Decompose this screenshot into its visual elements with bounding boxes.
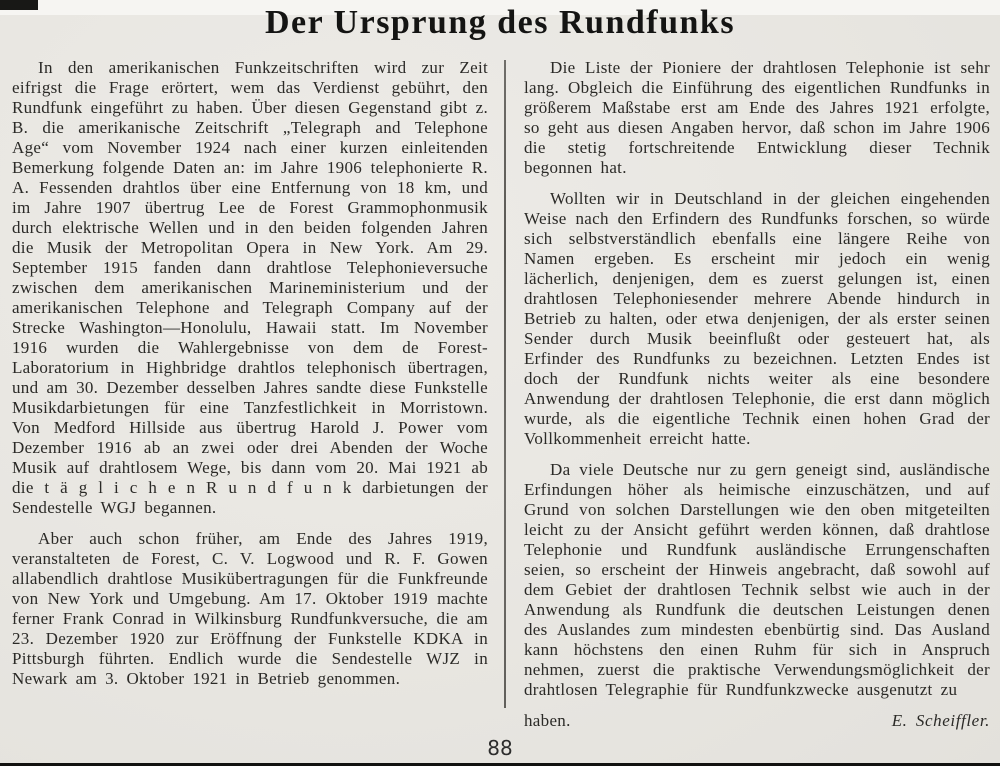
column-divider — [504, 60, 506, 708]
paragraph: Da viele Deutsche nur zu gern geneigt sind, ausländische Erfindungen höher als heimische einzuschätzen, und auf Grund von solchen Darstellungen wie den oben mitgeteilten leicht zu der Ansicht geführt werden können, daß drahtlose Telephonie und Rundfunk ausländische Errungenschaften seien, so erscheint der Hinweis angebracht, daß sowohl auf dem Gebiet der drahtlosen Technik selbst wie auch in der Anwendung als Rundfunk die deutschen Leistungen denen des Auslandes zum mindesten ebenbürtig sind. Das Ausland kann höchstens den einen Ruhm für sich in Anspruch nehmen, zuerst die praktische Verwendungsmöglichkeit der drahtlosen Telegraphie für Rundfunkzwecke ausgenutzt zu — [524, 460, 990, 699]
author-signature: E. Scheiffler. — [891, 711, 990, 730]
article-body — [12, 58, 990, 731]
right-column — [504, 58, 990, 731]
paragraph-last-word: haben. — [524, 711, 571, 730]
paragraph: Aber auch schon früher, am Ende des Jahres 1919, veranstalteten de Forest, C. V. Logwood und R. F. Gowen allabendlich drahtlose Musikübertragungen für die Funkfreunde von New York und Umgebung. Am 17. Oktober 1919 machte ferner Frank Conrad in Wilkinsburg Rundfunkversuche, die am 23. Dezember 1920 zur Eröffnung der Funkstelle KDKA in Pittsburgh führten. Endlich wurde die Sendestelle WJZ in Newark am 3. Oktober 1921 in Betrieb genommen. — [12, 529, 488, 688]
paragraph: In den amerikanischen Funkzeitschriften wird zur Zeit eifrigst die Frage erörtert, wem das Verdienst gebührt, den Rundfunk eingeführt zu haben. Über diesen Gegenstand gibt z. B. die amerikanische Zeitschrift „Telegraph and Telephone Age“ vom November 1924 nach einer kurzen einleitenden Bemerkung folgende Daten an: im Jahre 1906 telephonierte R. A. Fessenden drahtlos über eine Entfernung von 18 km, und im Jahre 1907 übertrug Lee de Forest Grammophonmusik durch elektrische Wellen und in den beiden folgenden Jahren die Musik der Metropolitan Opera in New York. Am 29. September 1915 fanden dann drahtlose Telephonieversuche zwischen dem amerikanischen Marineministerium und der amerikanischen Telephone and Telegraph Company auf der Strecke Washington—Honolulu, Hawaii statt. Im November 1916 wurden die Wahlergebnisse von dem de Forest-Laboratorium in Highbridge drahtlos telephonisch übertragen, und am 30. Dezember desselben Jahres sandte diese Funkstelle Musikdarbietungen für eine Tanzfestlichkeit in Morristown. Von Medford Hillside aus übertrug Harold J. Power vom Dezember 1916 ab an zwei oder drei Abenden der Woche Musik auf drahtlosem Wege, bis dann vom 20. Mai 1921 ab die t ä g l i c h e n R u n d f u n k darbietungen der Sendestelle WGJ begannen. — [12, 58, 488, 517]
signature-row — [524, 711, 990, 731]
paragraph: Die Liste der Pioniere der drahtlosen Telephonie ist sehr lang. Obgleich die Einführung des eigentlichen Rundfunks in größerem Maßstabe erst am Ende des Jahres 1921 erfolgte, so geht aus diesen Angaben hervor, daß schon im Jahre 1906 die stetig fortschreitende Entwicklung dieser Technik begonnen hat. — [524, 58, 990, 177]
paragraph: Wollten wir in Deutschland in der gleichen eingehenden Weise nach den Erfindern des Rundfunks forschen, so würde sich selbstverständlich ebenfalls eine längere Reihe von Namen ergeben. Es erscheint mir jedoch ein wenig lächerlich, denjenigen, dem es zuerst gelungen ist, einen drahtlosen Telephoniesender mehrere Abende hindurch in Betrieb zu halten, oder etwa denjenigen, der als erster seinen Sender durch Musik beeinflußt oder gesteuert hat, als Erfinder des Rundfunks zu bezeichnen. Letzten Endes ist doch der Rundfunk nichts weiter als eine besondere Anwendung der drahtlosen Telephonie, die erst dann möglich wurde, als die eigentliche Technik einen hohen Grad der Vollkommenheit erreicht hatte. — [524, 189, 990, 448]
page-title: Der Ursprung des Rundfunks — [264, 4, 736, 41]
left-column — [12, 58, 504, 731]
page-number: 88 — [487, 736, 513, 760]
